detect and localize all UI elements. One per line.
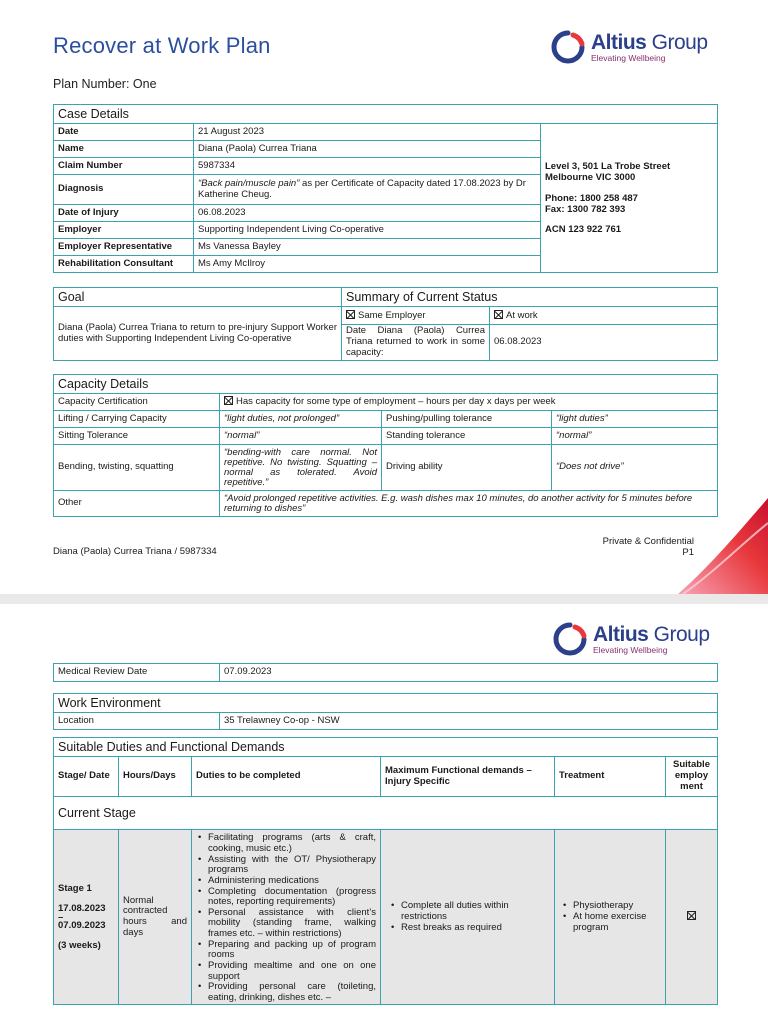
work-environment-heading: Work Environment [54,694,718,713]
capacity-value: “bending-with care normal. Not repetitive. No twisting. Squatting – normal as tolerated. Avoid repetitive.” [220,445,382,491]
list-item: • Rest breaks as required [389,923,550,934]
capacity-label: Bending, twisting, squatting [54,445,220,491]
list-item: • Completing documentation (progress notes, reporting requirements) [196,887,376,908]
col-hours: Hours/Days [119,757,192,797]
medical-review-label: Medical Review Date [54,664,220,682]
page-gap [0,594,768,604]
case-value: 21 August 2023 [194,124,541,141]
goal-text: Diana (Paola) Currea Triana to return to pre-injury Support Worker duties with Supporting Independent Living Co-operative [54,307,342,361]
case-value: Ms Vanessa Bayley [194,239,541,256]
altius-logo: Altius Group Elevating Wellbeing [552,622,710,656]
capacity-heading: Capacity Details [54,375,718,394]
list-item: • Providing personal care (toileting, eating, drinking, dishes etc. – [196,982,376,1003]
stage-cell: Stage 1 17.08.2023 – 07.09.2023 (3 weeks) [54,830,119,1005]
list-item: • Personal assistance with client’s mobility (standing frame, walking frames etc. – within restrictions) [196,908,376,940]
treatment-cell [555,830,666,1005]
capacity-certification-value: Has capacity for some type of employment – hours per day x days per week [220,394,718,411]
case-value: Supporting Independent Living Co-operative [194,222,541,239]
capacity-details-table [53,374,718,517]
duties-heading: Suitable Duties and Functional Demands [54,738,718,757]
case-details-table [53,104,718,273]
return-to-work-label: Date Diana (Paola) Currea Triana returned to work in some capacity: [342,325,490,361]
medical-review-value: 07.09.2023 [220,664,718,682]
logo-brand-bold: Altius [591,30,647,54]
list-item: • Physiotherapy [561,901,661,912]
diagnosis-value: “Back pain/muscle pain” as per Certificate of Capacity dated 17.08.2023 by Dr Katherine Cheug. [194,175,541,205]
decorative-swoosh-icon [678,498,768,594]
case-value: 5987334 [194,158,541,175]
list-item: • Preparing and packing up of program rooms [196,940,376,961]
case-label: Rehabilitation Consultant [54,256,194,273]
same-employer-cell: Same Employer [342,307,490,325]
demands-cell [381,830,555,1005]
company-address-block [541,124,718,273]
col-treatment: Treatment [555,757,666,797]
case-details-heading: Case Details [54,105,718,124]
acn: ACN 123 922 761 [545,224,622,236]
case-label: Date [54,124,194,141]
checked-box-icon [346,310,355,319]
case-value: Ms Amy McIlroy [194,256,541,273]
capacity-value: “Avoid prolonged repetitive activities. E.g. wash dishes max 10 minutes, do another activity for 5 minutes before returning to dishes” [220,491,718,517]
medical-review-table [53,663,718,682]
case-label: Employer Representative [54,239,194,256]
goal-heading: Goal [54,288,342,307]
capacity-value: “normal” [552,428,718,445]
address-line1: Level 3, 501 La Trobe Street [545,160,671,172]
location-label: Location [54,713,220,730]
return-to-work-date: 06.08.2023 [490,325,718,361]
capacity-value: “light duties” [552,411,718,428]
capacity-value: “light duties, not prolonged” [220,411,382,428]
address-line2: Melbourne VIC 3000 [545,172,636,184]
capacity-label: Standing tolerance [382,428,552,445]
list-item: • Complete all duties within restrictions [389,901,550,923]
list-item: • Administering medications [196,876,376,887]
capacity-label: Lifting / Carrying Capacity [54,411,220,428]
list-item: • At home exercise program [561,912,661,934]
logo-brand-light: Group [646,30,708,54]
capacity-value: “Does not drive” [552,445,718,491]
logo-tagline: Elevating Wellbeing [591,52,666,63]
list-item: • Facilitating programs (arts & craft, cooking, music etc.) [196,833,376,854]
col-demands: Maximum Functional demands – Injury Specific [381,757,555,797]
col-stage: Stage/ Date [54,757,119,797]
checked-box-icon [687,911,696,920]
fax: Fax: 1300 782 393 [545,204,626,216]
suitable-cell [666,830,718,1005]
list-item: • Providing mealtime and one on one support [196,961,376,982]
col-duties: Duties to be completed [192,757,381,797]
capacity-label: Capacity Certification [54,394,220,411]
duties-cell [192,830,381,1005]
suitable-duties-table [53,737,718,1005]
goal-status-table [53,287,718,361]
phone: Phone: 1800 258 487 [545,192,638,204]
plan-number: Plan Number: One [53,77,157,91]
current-stage-heading: Current Stage [54,797,718,830]
hours-cell: Normal contracted hours and days [119,830,192,1005]
footer-claimant: Diana (Paola) Currea Triana / 5987334 [53,546,217,557]
altius-swirl-icon [550,30,586,64]
checked-box-icon [494,310,503,319]
location-value: 35 Trelawney Co-op - NSW [220,713,718,730]
altius-logo [550,30,708,64]
capacity-value: “normal” [220,428,382,445]
case-label: Employer [54,222,194,239]
table-row [54,830,718,1005]
col-suitable: Suitable employ ment [666,757,718,797]
case-label: Date of Injury [54,205,194,222]
case-label: Claim Number [54,158,194,175]
footer-confidential: Private & Confidential P1 [602,536,694,559]
page-title: Recover at Work Plan [53,33,271,58]
case-value: 06.08.2023 [194,205,541,222]
capacity-label: Driving ability [382,445,552,491]
capacity-label: Pushing/pulling tolerance [382,411,552,428]
status-heading: Summary of Current Status [342,288,718,307]
capacity-label: Sitting Tolerance [54,428,220,445]
capacity-label: Other [54,491,220,517]
altius-swirl-icon [552,622,588,656]
page-2 [0,604,768,1024]
at-work-cell: At work [490,307,718,325]
case-label: Diagnosis [54,175,194,205]
list-item: • Assisting with the OT/ Physiotherapy programs [196,855,376,876]
case-value: Diana (Paola) Currea Triana [194,141,541,158]
work-environment-table [53,693,718,730]
case-label: Name [54,141,194,158]
checked-box-icon [224,396,233,405]
